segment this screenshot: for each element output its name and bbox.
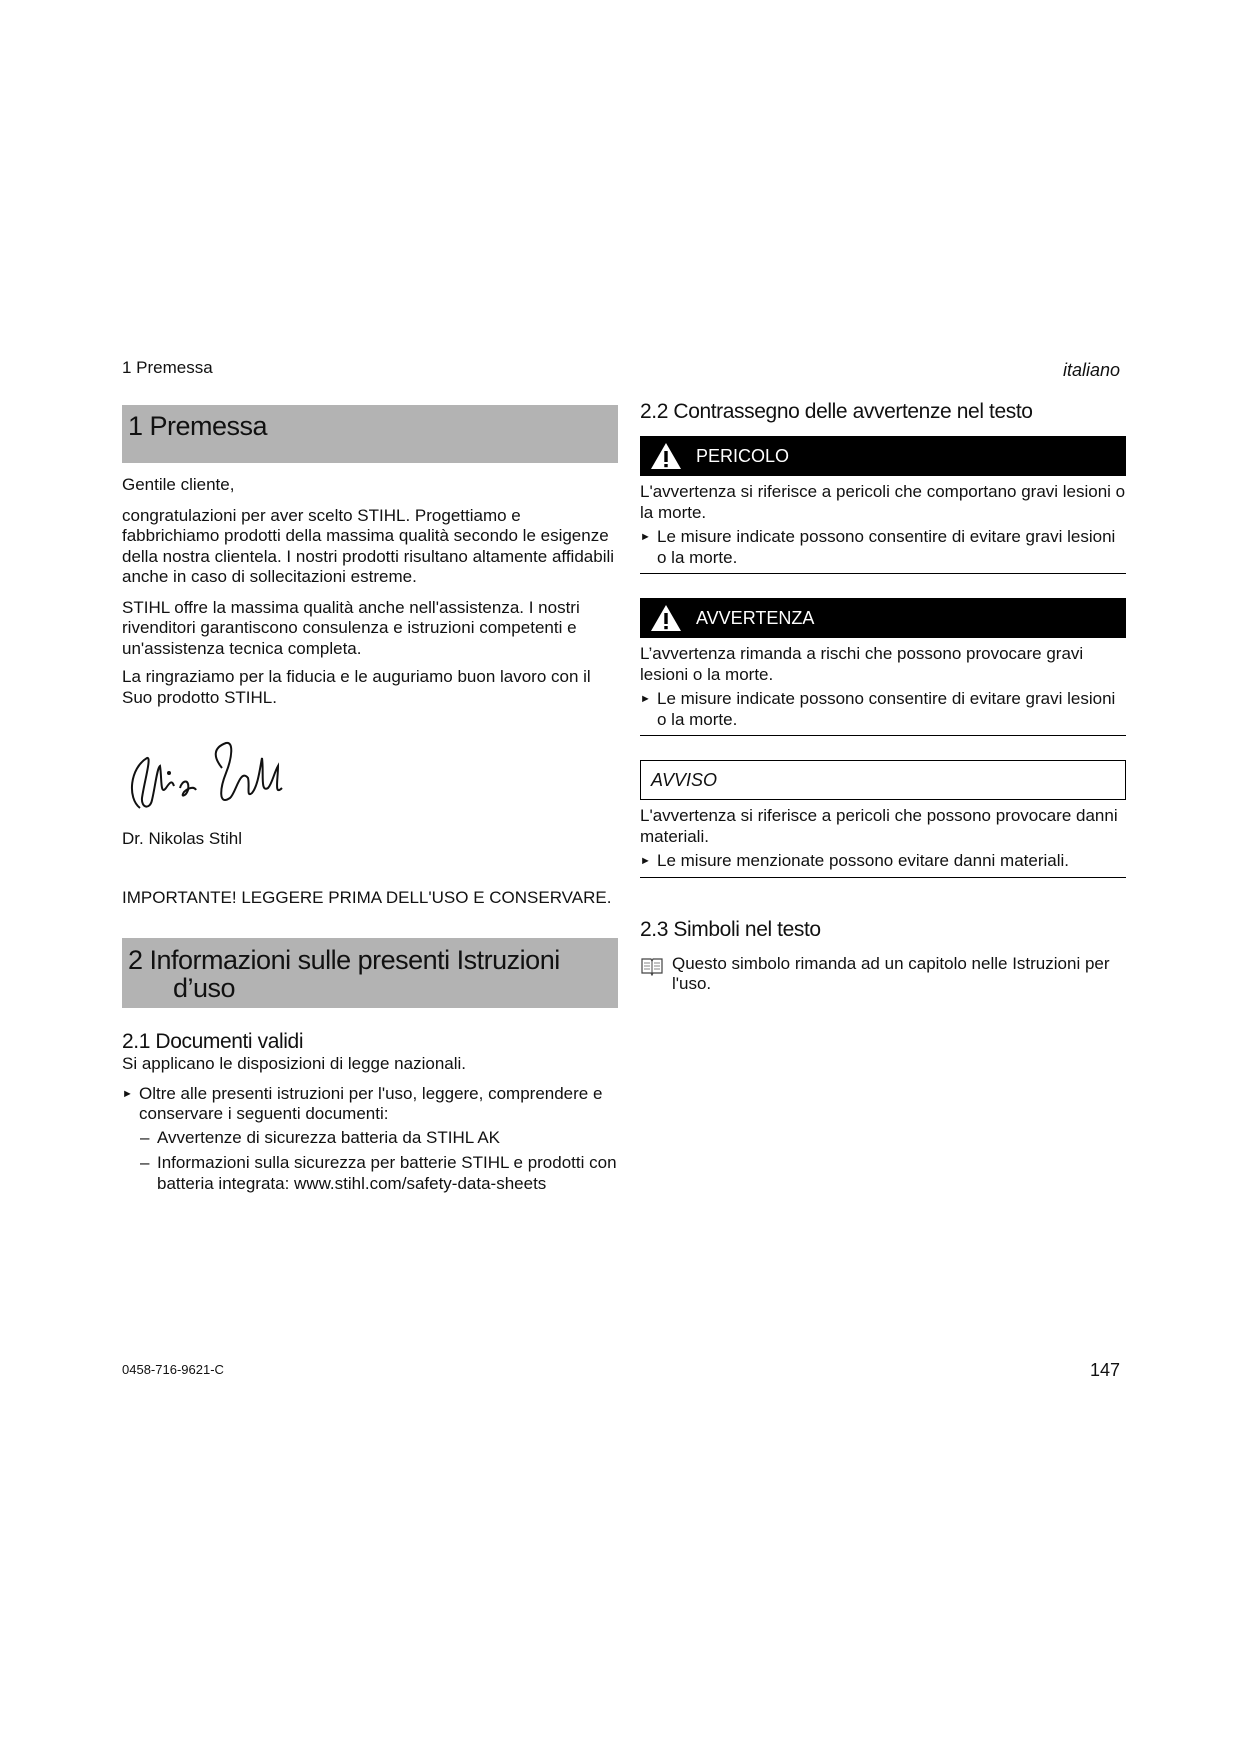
greeting: Gentile cliente, [122,475,235,494]
section-2-1-bullet [122,1084,618,1125]
book-icon [640,956,664,976]
right-column [640,400,1126,995]
signature-name: Dr. Nikolas Stihl [122,829,242,848]
section-2-1-title: 2.1 Documenti validi [122,1030,304,1053]
warning-label-bar [640,598,1126,638]
intro-paragraph-1: congratulazioni per aver scelto STIHL. Progettiamo e fabbrichiamo prodotti della massima qualità secondo le esigenze della nostra clientela. I nostri prodotti risultano altamente affidabili anche in caso di sollecitazioni estreme. [122,505,615,586]
notice-label: AVVISO [651,769,718,790]
document-code: 0458-716-9621-C [122,1362,224,1377]
document-item-text: Informazioni sulla sicurezza per batterie STIHL e prodotti con batteria integrata: www.stihl.com/safety-data-sheets [157,1153,617,1193]
arrow-bullet-icon: ► [640,531,651,543]
danger-label-bar [640,436,1126,476]
danger-label: PERICOLO [696,445,790,466]
notice-label-box [640,760,1126,800]
running-header-language: italiano [1062,360,1120,380]
arrow-bullet-icon: ► [640,855,651,867]
chapter-2-title-line2: d’uso [173,973,236,1003]
notice-text: L'avvertenza si riferisce a pericoli che possono provocare danni materiali. [640,806,1118,846]
warning-text: L’avvertenza rimanda a rischi che possono provocare gravi lesioni o la morte. [640,644,1084,684]
document-item-text: Avvertenze di sicurezza batteria da STIHL AK [157,1127,501,1147]
bullet-text: Le misure indicate possono consentire di evitare gravi lesioni o la morte. [657,689,1116,729]
arrow-bullet-icon: ► [122,1087,133,1100]
section-2-1-text: Si applicano le disposizioni di legge nazionali. [122,1054,467,1073]
dash-marker: – [140,1127,150,1147]
bullet-text: Le misure indicate possono consentire di evitare gravi lesioni o la morte. [657,527,1116,567]
bullet-text: Le misure menzionate possono evitare danni materiali. [657,851,1070,870]
intro-paragraph-3: La ringraziamo per la fiducia e le auguriamo buon lavoro con il Suo prodotto STIHL. [122,667,591,707]
intro-paragraph-2: STIHL offre la massima qualità anche nell'assistenza. I nostri rivenditori garantiscono consulenza e istruzioni competenti e un'assistenza tecnica completa. [122,597,580,658]
dash-marker: – [140,1153,150,1172]
running-header-section: 1 Premessa [122,358,213,377]
document-list-item [122,1128,618,1149]
danger-text: L'avvertenza si riferisce a pericoli che comportano gravi lesioni o la morte. [640,482,1126,522]
warning-label: AVVERTENZA [696,607,815,628]
chapter-1-title: 1 Premessa [122,405,618,463]
warning-bullet [640,689,1126,736]
section-2-2-title: 2.2 Contrassegno delle avvertenze nel testo [640,400,1033,423]
warning-triangle-icon [650,604,682,632]
danger-bullet [640,527,1126,574]
book-symbol-row [640,954,1126,995]
section-2-3-title: 2.3 Simboli nel testo [640,917,821,941]
chapter-2-title [122,938,618,1008]
chapter-2-title-line1: 2 Informazioni sulle presenti Istruzioni [128,945,560,975]
notice-bullet [640,851,1126,878]
left-column [122,405,618,1194]
warning-triangle-icon [650,442,682,470]
bullet-text: Oltre alle presenti istruzioni per l'uso, leggere, comprendere e conservare i seguenti documenti: [139,1083,603,1123]
arrow-bullet-icon: ► [640,693,651,705]
signature-image [122,738,618,823]
important-notice: IMPORTANTE! LEGGERE PRIMA DELL'USO E CONSERVARE. [122,887,612,907]
book-symbol-text: Questo simbolo rimanda ad un capitolo nelle Istruzioni per l'uso. [672,953,1110,993]
page-number: 147 [1089,1360,1120,1380]
document-list-item [122,1153,618,1194]
